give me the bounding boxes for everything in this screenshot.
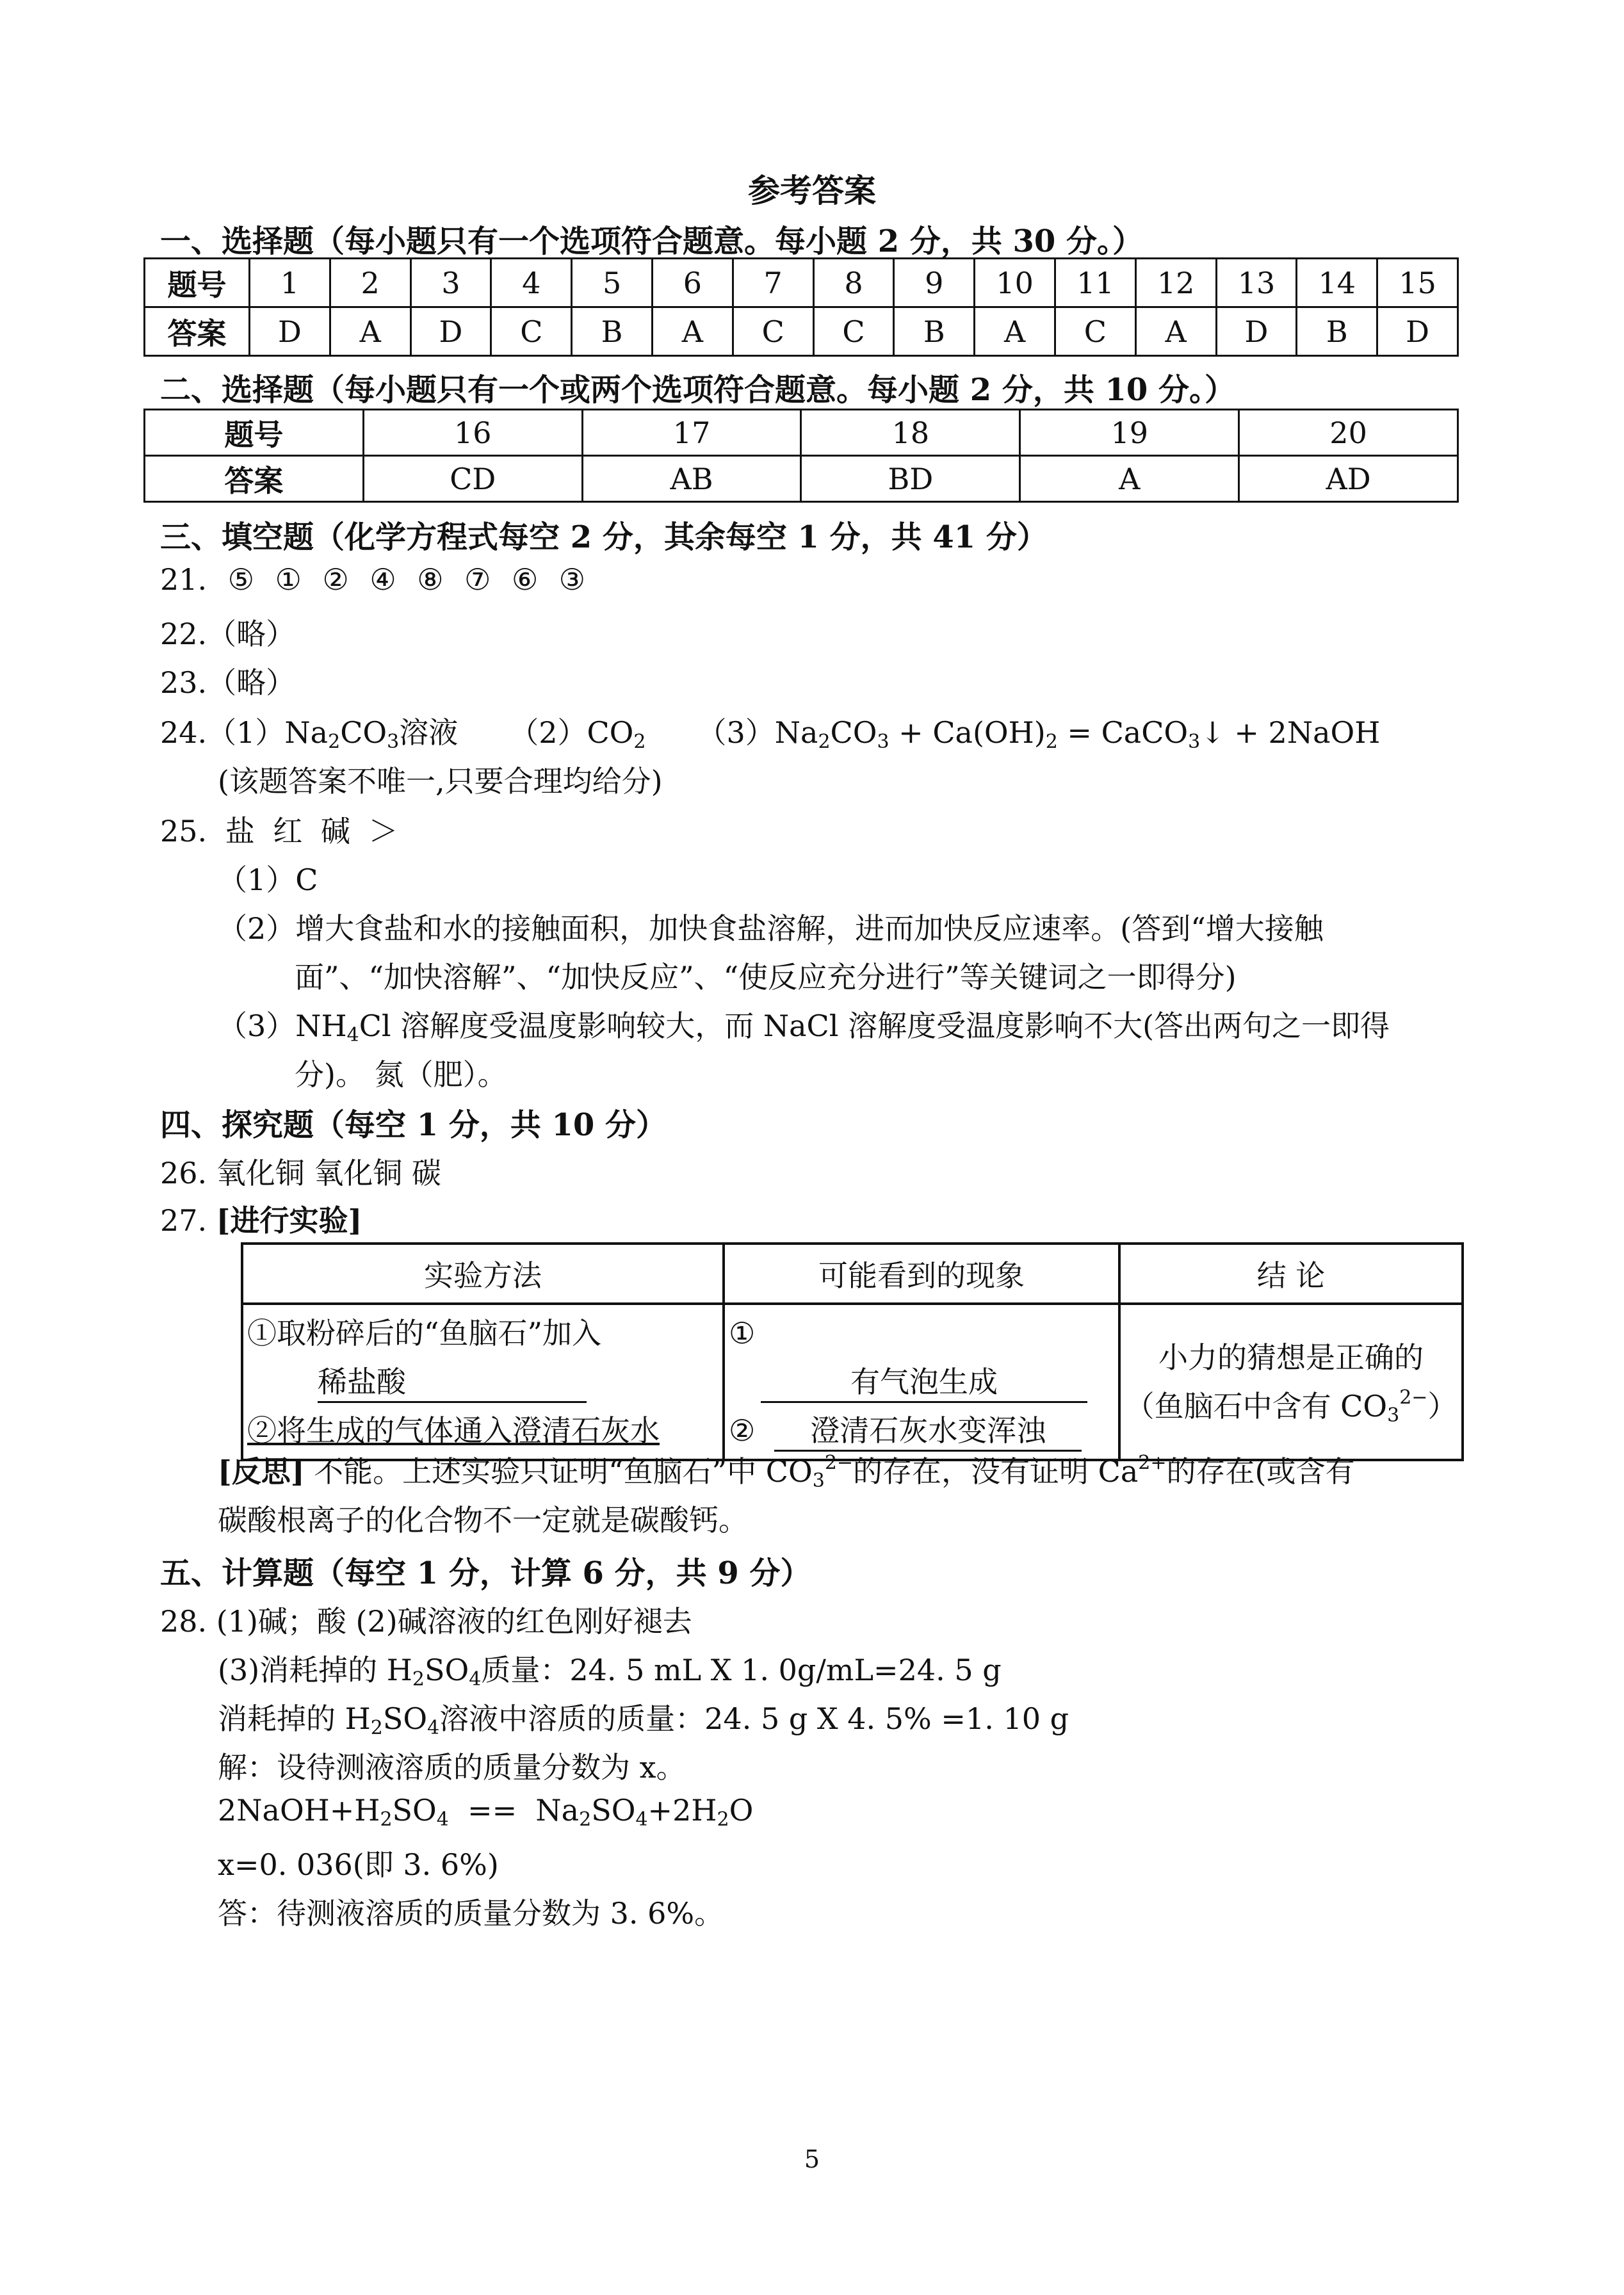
- phenomenon-1-line: [729, 1358, 1114, 1406]
- answer-24-part3: （3）Na: [697, 715, 818, 750]
- subscript: 2: [579, 1808, 592, 1831]
- phenomenon-2-marker: ②: [729, 1413, 756, 1448]
- subscript: 2: [412, 1668, 425, 1691]
- conclusion-line-2: [1121, 1382, 1461, 1431]
- subscript: 2: [633, 731, 646, 753]
- conclusion-line-1: 小力的猜想是正确的: [1158, 1340, 1424, 1375]
- col-header-method: 实验方法: [242, 1244, 724, 1304]
- answer-28-line-6: x=0. 036(即 3. 6%): [218, 1847, 499, 1882]
- table1-number: 13: [1216, 259, 1297, 307]
- table1-number: 11: [1055, 259, 1135, 307]
- answer-table-1: [143, 257, 1459, 357]
- method-step-2: [247, 1406, 719, 1455]
- reflection-line-1: [218, 1448, 1354, 1491]
- table1-number: 1: [250, 259, 330, 307]
- table1-answer: A: [330, 307, 410, 356]
- table1-answer: D: [410, 307, 491, 356]
- table1-number: 12: [1135, 259, 1216, 307]
- table2-answer: A: [1020, 456, 1239, 502]
- table1-answer: A: [975, 307, 1055, 356]
- method-step-1: ①取粉碎后的“鱼脑石”加入: [247, 1316, 602, 1350]
- table1-answer: C: [813, 307, 894, 356]
- equation-text: +2H: [647, 1793, 717, 1828]
- col-header-conclusion: 结 论: [1119, 1244, 1463, 1304]
- table1-number: 14: [1297, 259, 1377, 307]
- table1-number: 5: [572, 259, 653, 307]
- answer-28-line-7: 答：待测液溶质的质量分数为 3. 6%。: [218, 1896, 724, 1931]
- page-number: 5: [804, 2145, 820, 2173]
- table1-answer: C: [733, 307, 813, 356]
- answer-25-part3-line2: 分)。 氮（肥）。: [295, 1057, 507, 1092]
- superscript: 2−: [1399, 1386, 1428, 1409]
- equation-text: SO: [591, 1793, 636, 1828]
- section-1-heading: 一、选择题（每小题只有一个选项符合题意。每小题 2 分，共 30 分。）: [160, 223, 1144, 259]
- answer-table-2: [143, 409, 1459, 503]
- subscript: 4: [346, 1024, 359, 1046]
- answer-24-part3: = CaCO: [1057, 715, 1189, 750]
- subscript: 2: [370, 1717, 383, 1739]
- reflection-text: 不能。上述实验只证明“鱼脑石”中 CO: [304, 1454, 813, 1489]
- reflection-line-2: 碳酸根离子的化合物不一定就是碳酸钙。: [218, 1503, 748, 1537]
- table1-number: 6: [652, 259, 733, 307]
- subscript: 2: [717, 1808, 729, 1831]
- answer-24: [160, 710, 1380, 752]
- subscript: 4: [436, 1808, 449, 1831]
- table2-row-label-number: 题号: [145, 410, 364, 456]
- answer-24-note: (该题答案不唯一,只要合理均给分): [218, 764, 663, 799]
- answer-24-part1: 溶液: [399, 715, 459, 750]
- method-reagent-line: [247, 1358, 719, 1406]
- answer-28-line-3: [218, 1696, 1069, 1738]
- table1-number: 4: [491, 259, 572, 307]
- table1-answer: B: [1297, 307, 1377, 356]
- method-reagent: 稀盐酸: [318, 1363, 587, 1403]
- experiment-table: [241, 1242, 1464, 1461]
- answer-22: 22.（略）: [160, 617, 296, 651]
- table1-answer: A: [1135, 307, 1216, 356]
- subscript: 4: [469, 1668, 482, 1691]
- table1-answer: D: [1377, 307, 1458, 356]
- table1-number: 7: [733, 259, 813, 307]
- experiment-table-row: [242, 1304, 1463, 1460]
- table2-row-label-answer: 答案: [145, 456, 364, 502]
- calc-text: 溶液中溶质的质量：24. 5 g X 4. 5% =1. 10 g: [439, 1701, 1069, 1736]
- table1-answer-row: [145, 307, 1458, 356]
- calc-text: SO: [382, 1701, 428, 1736]
- table2-number: 20: [1239, 410, 1458, 456]
- answer-24-part3: ↓ + 2NaOH: [1200, 715, 1381, 750]
- section-2-heading: 二、选择题（每小题只有一个或两个选项符合题意。每小题 2 分，共 10 分。）: [160, 372, 1236, 408]
- subscript: 2: [328, 731, 341, 753]
- subscript: 2: [1045, 731, 1058, 753]
- table1-number-row: [145, 259, 1458, 307]
- answer-27-label: [160, 1197, 362, 1240]
- subscript: 4: [635, 1808, 648, 1831]
- table2-number: 17: [582, 410, 801, 456]
- subscript: 3: [1387, 1404, 1400, 1427]
- table1-answer: A: [652, 307, 733, 356]
- calc-text: 质量：24. 5 mL X 1. 0g/mL=24. 5 g: [481, 1653, 1002, 1687]
- answer-24-part2: （2）CO: [509, 715, 634, 750]
- answer-28-line-1: 28. (1)碱；酸 (2)碱溶液的红色刚好褪去: [160, 1604, 692, 1639]
- table1-number: 10: [975, 259, 1055, 307]
- answer-25-part3-line1: [218, 1003, 1390, 1045]
- answer-25-part3: （3）NH: [218, 1009, 347, 1043]
- table1-answer: D: [1216, 307, 1297, 356]
- section-3-heading: 三、填空题（化学方程式每空 2 分，其余每空 1 分，共 41 分）: [160, 519, 1048, 555]
- conclusion-text: （鱼脑石中含有 CO: [1125, 1389, 1388, 1423]
- answer-28-equation: [218, 1793, 754, 1831]
- table1-number: 2: [330, 259, 410, 307]
- reflection-label: [反思]: [218, 1454, 305, 1489]
- conclusion-cell: [1119, 1304, 1463, 1460]
- table1-row-label-number: 题号: [145, 259, 250, 307]
- conclusion-text: ）: [1427, 1389, 1458, 1423]
- section-5-heading: 五、计算题（每空 1 分，计算 6 分，共 9 分）: [160, 1555, 811, 1591]
- table2-number: 18: [801, 410, 1020, 456]
- answer-23: 23.（略）: [160, 665, 296, 700]
- table2-answer: AD: [1239, 456, 1458, 502]
- table1-number: 8: [813, 259, 894, 307]
- answer-24-part3: + Ca(OH): [889, 715, 1046, 750]
- subscript: 3: [1188, 731, 1201, 753]
- calc-text: (3)消耗掉的 H: [218, 1653, 412, 1687]
- answer-25: 25. 盐 红 碱 ＞: [160, 814, 398, 848]
- answer-24-part1: CO: [340, 715, 387, 750]
- method-cell: [242, 1304, 724, 1460]
- table1-answer: C: [1055, 307, 1135, 356]
- subscript: 3: [387, 731, 400, 753]
- table1-answer: B: [894, 307, 975, 356]
- equation-text: O: [729, 1793, 754, 1828]
- subscript: 3: [812, 1470, 825, 1492]
- question-number: 27.: [160, 1203, 207, 1238]
- answer-25-part3: Cl 溶解度受温度影响较大，而 NaCl 溶解度受温度影响不大(答出两句之一即得: [359, 1009, 1390, 1043]
- subscript: 2: [818, 731, 831, 753]
- answer-25-part2-line1: （2）增大食盐和水的接触面积，加快食盐溶解，进而加快反应速率。(答到“增大接触: [218, 911, 1324, 946]
- answer-21: 21. ⑤ ① ② ④ ⑧ ⑦ ⑥ ③: [160, 562, 586, 597]
- subscript: 4: [427, 1717, 440, 1739]
- table2-answer: AB: [582, 456, 801, 502]
- method-step-2-text: ②将生成的气体通入澄清石灰水: [247, 1413, 660, 1448]
- answer-25-part2-line2: 面”、“加快溶解”、“加快反应”、“使反应充分进行”等关键词之一即得分): [295, 960, 1237, 994]
- table1-number: 15: [1377, 259, 1458, 307]
- page-title: 参考答案: [748, 172, 876, 209]
- col-header-phenomenon: 可能看到的现象: [724, 1244, 1119, 1304]
- reflection-text: 的存在(或含有: [1166, 1454, 1355, 1489]
- table1-answer: B: [572, 307, 653, 356]
- table2-answer-row: [145, 456, 1458, 502]
- answer-25-part1: （1）C: [218, 863, 318, 897]
- phenomenon-1-marker: ①: [729, 1316, 756, 1350]
- calc-text: 消耗掉的 H: [218, 1701, 371, 1736]
- table2-number-row: [145, 410, 1458, 456]
- phenomenon-cell: [724, 1304, 1119, 1460]
- calc-text: SO: [425, 1653, 469, 1687]
- table2-answer: CD: [363, 456, 582, 502]
- superscript: 2+: [1138, 1452, 1167, 1474]
- table2-number: 19: [1020, 410, 1239, 456]
- table1-number: 3: [410, 259, 491, 307]
- subscript: 2: [380, 1808, 393, 1831]
- section-4-heading: 四、探究题（每空 1 分，共 10 分）: [160, 1107, 667, 1143]
- table2-answer: BD: [801, 456, 1020, 502]
- phenomenon-1: 有气泡生成: [761, 1363, 1087, 1403]
- table1-answer: D: [250, 307, 330, 356]
- answer-28-line-2: [218, 1647, 1002, 1689]
- subscript: 3: [877, 731, 889, 753]
- answer-26: 26. 氧化铜 氧化铜 碳: [160, 1156, 442, 1190]
- experiment-table-header: [242, 1244, 1463, 1304]
- answer-24-part1: （1）Na: [207, 715, 329, 750]
- table2-number: 16: [363, 410, 582, 456]
- answer-24-part3: CO: [830, 715, 877, 750]
- reflection-text: 的存在，没有证明 Ca: [853, 1454, 1139, 1489]
- equation-text: 2NaOH+H: [218, 1793, 380, 1828]
- superscript: 2−: [824, 1452, 854, 1474]
- equation-text: SO: [392, 1793, 437, 1828]
- table1-number: 9: [894, 259, 975, 307]
- phenomenon-2: 澄清石灰水变浑浊: [774, 1411, 1082, 1452]
- table1-answer: C: [491, 307, 572, 356]
- question-number: 24.: [160, 715, 207, 750]
- section-label: [进行实验]: [216, 1203, 362, 1238]
- answer-28-line-4: 解：设待测液溶质的质量分数为 x。: [218, 1750, 686, 1785]
- phenomenon-2-line: [729, 1406, 1114, 1455]
- table1-row-label-answer: 答案: [145, 307, 250, 356]
- equation-text: == Na: [448, 1793, 580, 1828]
